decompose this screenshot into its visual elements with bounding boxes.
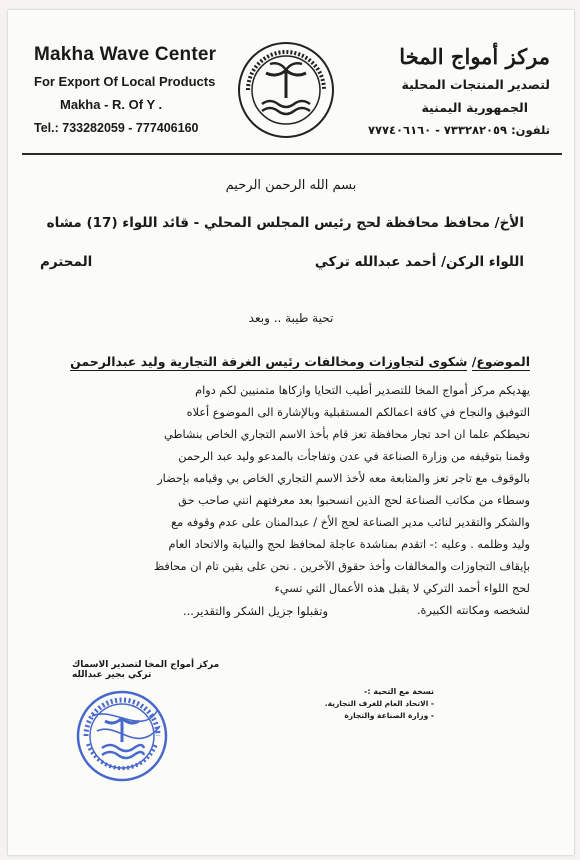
letterhead-english <box>34 44 224 135</box>
body-line: لحج اللواء أحمد التركي لا يقبل هذه الأعمال التي تسيء <box>274 582 530 595</box>
company-phone-en: Tel.: 733282059 - 777406160 <box>34 121 199 135</box>
body-line: وقمنا بتوقيفه من وزارة الصناعة في عدن وتفاجأت بالمدعو وليد عبد الرحمن <box>178 450 530 463</box>
letterhead <box>8 10 574 150</box>
respected-label: المحترم <box>40 254 93 270</box>
company-name-en: Makha Wave Center <box>34 44 217 65</box>
body-line: بإيقاف التجاوزات والمخالفات وأخذ حقوق الآخرين . نحن على يقين تام ان محافظ <box>153 560 530 573</box>
closing-line: وتقبلوا جزيل الشكر والتقدير... <box>182 604 328 618</box>
subject-line <box>30 354 530 369</box>
recipient-line-2 <box>24 254 524 270</box>
official-stamp-icon <box>72 686 172 786</box>
letter-sheet <box>8 10 574 855</box>
signature-org: مركز أمواج المخا لتصدير الاسماك <box>72 660 220 670</box>
greeting: تحية طيبة .. وبعد <box>248 311 334 325</box>
subject-label: الموضوع/ <box>471 354 530 369</box>
body-line: لشخصه ومكانته الكبيرة. <box>416 604 530 617</box>
body-line: وسطاء من مكاتب الصناعة لحج الذين انسحبوا بعد معرفتهم انني صاحب حق <box>178 494 530 507</box>
cc-item: - وزارة الصناعة والتجارة <box>344 711 434 720</box>
company-country-ar: الجمهورية اليمنية <box>421 100 528 115</box>
signature-name: تركي بجير عبدالله <box>72 670 152 680</box>
company-location-en: Makha - R. Of Y . <box>60 97 163 112</box>
carbon-copy-block <box>254 686 434 722</box>
basmala: بسم الله الرحمن الرحيم <box>225 178 357 193</box>
header-divider <box>22 153 562 155</box>
cc-item: - الاتحاد العام للغرف التجارية. <box>324 699 434 708</box>
cc-heading: نسخة مع التحية :- <box>364 687 434 696</box>
recipient-line-1: الأخ/ محافظ محافظة لحج رئيس المجلس المحلي - قائد اللواء (17) مشاه <box>46 215 524 231</box>
company-activity-en: For Export Of Local Products <box>34 74 216 89</box>
company-phone-ar: تلفون: ٧٣٣٢٨٢٠٥٩ - ٧٧٧٤٠٦١٦٠ <box>367 123 550 137</box>
company-logo-icon <box>236 40 336 140</box>
letter-body <box>20 380 530 622</box>
body-line: التوفيق والنجاح في كافة اعمالكم المستقبلية وبالإشارة الى الموضوع أعلاه <box>186 406 530 419</box>
letterhead-arabic <box>350 44 550 137</box>
subject-text: شكوى لتجاوزات ومخالفات رئيس الغرفة التجارية وليد عبدالرحمن <box>70 354 468 369</box>
signature-block <box>72 660 262 680</box>
company-name-ar: مركز أمواج المخا <box>399 44 550 69</box>
company-activity-ar: لتصدير المنتجات المحلية <box>401 77 550 92</box>
body-line: بالوقوف مع تاجر تعز والمتابعة معه لأخذ الاسم التجاري الخاص بي وقيامه بإحضار <box>157 472 530 485</box>
body-line: نحيطكم علما ان احد تجار محافظة تعز قام بأخذ الاسم التجاري الخاص بنشاطي <box>164 428 530 441</box>
body-line: وليد وظلمه . وعليه :- اتقدم بمناشدة عاجلة لمحافظ لحج والنيابة والاتحاد العام <box>168 538 530 551</box>
recipient-name: اللواء الركن/ أحمد عبدالله تركي <box>314 254 524 270</box>
body-line: والشكر والتقدير لنائب مدير الصناعة لحج الأخ / عبدالمنان على عدم وقوفه مع <box>171 516 530 529</box>
body-line: يهديكم مركز أمواج المخا للتصدير أطيب التحايا وازكاها متمنيين لكم دوام <box>195 384 530 397</box>
